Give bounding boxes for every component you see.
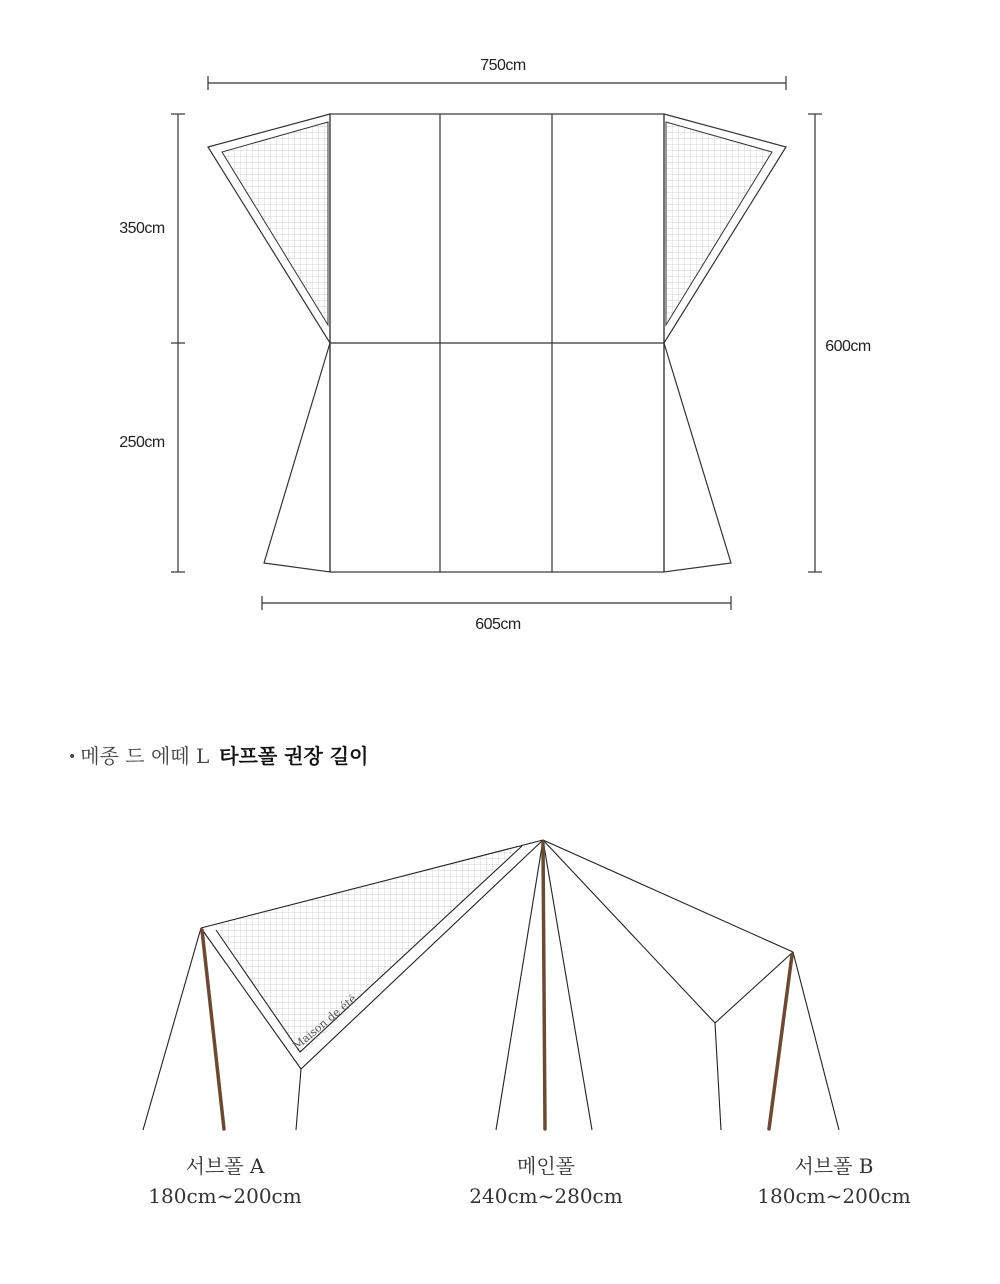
heading-title: 타프폴 권장 길이: [219, 744, 369, 768]
left-lower-wing: [264, 343, 330, 572]
pole-a-name: 서브폴 A: [185, 1154, 265, 1178]
sub-pole-a: [202, 930, 224, 1129]
section-heading: [68, 740, 368, 769]
dim-line-bottom: [262, 596, 731, 610]
dim-label-left-lower: 250cm: [119, 434, 165, 451]
pole-b-length: 180cm~200cm: [757, 1184, 911, 1208]
main-tarp-body: [330, 114, 664, 572]
side-view: [143, 840, 839, 1130]
logo-text: Maison de été: [290, 992, 360, 1053]
main-pole-name: 메인폴: [517, 1154, 575, 1178]
main-pole-length: 240cm~280cm: [469, 1184, 623, 1208]
dim-label-top: 750cm: [480, 57, 526, 74]
dim-label-right: 600cm: [825, 338, 871, 355]
pole-b-name: 서브폴 B: [794, 1154, 874, 1178]
heading-bullet: •: [68, 749, 77, 765]
main-pole: [543, 842, 545, 1129]
heading-product-name: 메종 드 에떼 L: [80, 744, 210, 768]
dim-line-top: [208, 76, 786, 90]
sub-pole-b: [769, 955, 792, 1129]
right-mesh-wing: [664, 114, 786, 343]
right-lower-wing: [664, 343, 731, 572]
pole-a-length: 180cm~200cm: [148, 1184, 302, 1208]
dim-label-left-upper: 350cm: [119, 220, 165, 237]
dim-label-bottom: 605cm: [475, 616, 521, 633]
floor-plan: [171, 76, 822, 610]
side-mesh-panel: [215, 845, 520, 1057]
left-mesh-wing: [208, 114, 330, 343]
dim-line-right: [808, 114, 822, 572]
dim-line-left: [171, 114, 185, 572]
